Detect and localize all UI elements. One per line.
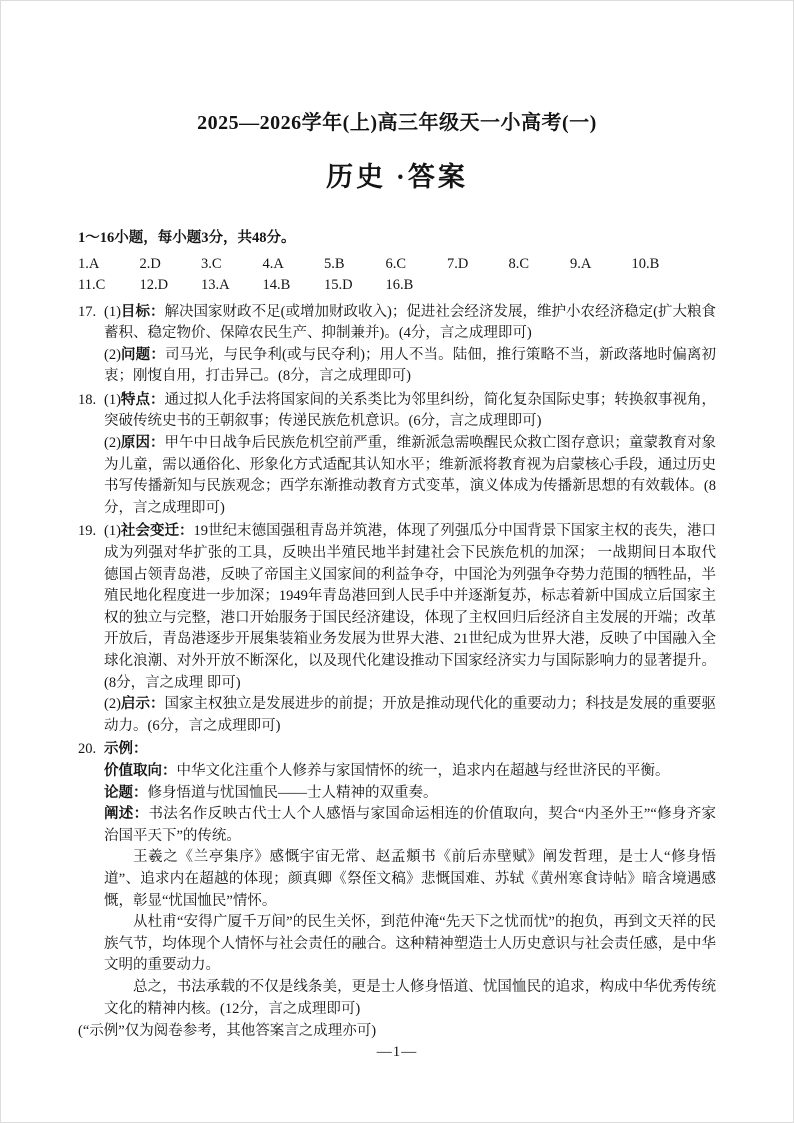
question-20-heading — [78, 739, 716, 761]
question-20-number: 20. — [78, 741, 97, 758]
question-19-number: 19. — [78, 523, 97, 540]
question-20-value-line — [78, 761, 716, 783]
question-20-paragraph-3: 总之，书法承载的不仅是线条美，更是士人修身悟道、忧国恤民的追求，构成中华优秀传统文化的精神内核。(12分，言之成理即可) — [104, 978, 716, 1017]
part-label: 启示： — [120, 696, 165, 713]
part-prefix: (1) — [104, 523, 121, 540]
mcq-answer-2: 2.D — [139, 255, 161, 272]
part-prefix: (1) — [104, 391, 121, 408]
mcq-answer-7: 7.D — [447, 255, 469, 272]
line-text: 中华文化注重个人修养与家国情怀的统一，追求内在超越与经世济民的平衡。 — [176, 762, 670, 779]
part-label: 原因： — [120, 435, 165, 452]
mcq-answer-9: 9.A — [570, 255, 592, 272]
part-text: 解决国家财政不足(或增加财政收入)；促进社会经济发展，维护小农经济稳定(扩大粮食蓄积、稳定物价、保障农民生产、抑制兼并)。(4分，言之成理即可) — [104, 303, 717, 342]
question-20-thesis-line — [78, 783, 716, 805]
question-17-answer — [78, 302, 716, 388]
part-label: 问题： — [120, 346, 165, 363]
part-prefix: (2) — [104, 346, 121, 363]
question-17-part-1 — [78, 302, 716, 345]
line-text: 修身悟道与忧国恤民——士人精神的双重奏。 — [147, 784, 438, 801]
document-title: 2025—2026学年(上)高三年级天一小高考(一) — [197, 112, 597, 134]
mcq-answer-3: 3.C — [201, 255, 222, 272]
question-20-answer — [78, 739, 716, 1020]
mcq-answer-6: 6.C — [385, 255, 407, 272]
question-19-answer — [78, 521, 716, 737]
part-text: 国家主权独立是发展进步的前提；开放是推动现代化的重要动力；科技是发展的重要驱动力。(6分，言之成理即可) — [104, 696, 717, 734]
part-text: 19世纪末德国强租青岛并筑港，体现了列强瓜分中国背景下国家主权的丧失，港口成为列强对华扩张的工具，反映出半殖民地半封建社会下民族危机的加深； 一战期间日本取代德国占领青岛港，反映了帝国主义国家间的利益争夺，中国沦为列强争夺势力范围的牺牲品，半殖民地化程度进一步加深；1949年青岛港回到人民手中并逐渐复苏，标志着新中国成立后国家主权的独立与完整，港口开始服务于国民经济建设，体现了主权回归后经济自主发展的开端；改革开放后，青岛港逐步开展集装箱业务发展为世界大港、21世纪成为世界大港，反映了中国融入全球化浪潮、对外开放不断深化，以及现代化建设推动下国家经济实力与国际影响力的显著提升。(8分，言之成理 即可) — [104, 523, 717, 691]
question-18-part-2 — [78, 433, 716, 519]
question-18-part-1 — [78, 390, 716, 433]
question-17-number: 17. — [78, 303, 97, 320]
part-text: 司马光，与民争利(或与民夺利)；用人不当。陆佃，推行策略不当，新政落地时偏离初衷；刚愎自用，打击异己。(8分，言之成理即可) — [104, 346, 716, 385]
mcq-answers-grid — [78, 254, 716, 297]
line-label: 论题： — [104, 784, 148, 801]
question-19-part-2 — [78, 694, 716, 737]
part-prefix: (2) — [104, 696, 121, 713]
mcq-answer-13: 13.A — [201, 277, 230, 293]
question-17-part-2 — [78, 345, 716, 388]
mcq-answer-10: 10.B — [631, 255, 660, 272]
mcq-answer-1: 1.A — [78, 255, 100, 272]
part-label: 特点： — [120, 391, 165, 408]
subject-heading: 历史 ·答案 — [326, 162, 468, 192]
part-prefix: (2) — [104, 435, 121, 452]
mcq-answer-11: 11.C — [78, 277, 106, 293]
example-label: 示例： — [104, 741, 148, 758]
part-label: 目标： — [120, 303, 165, 320]
mcq-answer-8: 8.C — [508, 255, 530, 272]
mcq-answer-4: 4.A — [262, 255, 284, 272]
question-20-elaboration-line — [78, 804, 716, 847]
mcq-section-header: 1～16小题，每小题3分，共48分。 — [78, 230, 296, 246]
line-text: 书法名作反映古代士人个人感悟与家国命运相连的价值取向，契合“内圣外王”“修身齐家治国平天下”的传统。 — [104, 806, 717, 844]
question-18-answer — [78, 390, 716, 520]
part-text: 通过拟人化手法将国家间的关系类比为邻里纠纷，简化复杂国际史事；转换叙事视角，突破传统史书的王朝叙事；传递民族危机意识。(6分，言之成理即可) — [104, 391, 717, 430]
mcq-answer-5: 5.B — [324, 255, 345, 272]
part-label: 社会变迁： — [120, 523, 194, 540]
question-18-number: 18. — [78, 391, 97, 408]
free-response-answers — [78, 302, 716, 1043]
part-prefix: (1) — [104, 303, 121, 320]
question-20-paragraph-1: 王羲之《兰亭集序》感慨宇宙无常、赵孟頫书《前后赤壁赋》阐发哲理，是士人“修身悟道”、追求内在超越的体现；颜真卿《祭侄文稿》悲慨国难、苏轼《黄州寒食诗帖》暗含境遇感慨，彰显“忧国恤民”情怀。 — [104, 849, 716, 909]
question-20-paragraph-2: 从杜甫“安得广厦千万间”的民生关怀，到范仲淹“先天下之忧而忧”的抱负，再到文天祥的民族气节，均体现个人情怀与社会责任的融合。这种精神塑造士人历史意识与社会责任感，是中华文明的重要动力。 — [104, 914, 716, 974]
mcq-answer-14: 14.B — [262, 277, 291, 293]
line-label: 阐述： — [104, 806, 149, 823]
mcq-answer-12: 12.D — [139, 277, 169, 293]
part-text: 甲午中日战争后民族危机空前严重，维新派急需唤醒民众救亡图存意识；童蒙教育对象为儿童，需以通俗化、形象化方式适配其认知水平；维新派将教育视为启蒙核心手段，通过历史书写传播新知与民族观念；西学东渐推动教育方式变革，演义体成为传播新思想的有效载体。(8分，言之成理即可) — [104, 435, 717, 516]
mcq-answer-16: 16.B — [385, 277, 414, 293]
line-label: 价值取向： — [104, 762, 177, 779]
question-19-part-1 — [78, 521, 716, 694]
page-number: —1— — [376, 1044, 418, 1060]
grading-note: (“示例”仅为阅卷参考，其他答案言之成理亦可) — [78, 1023, 377, 1040]
mcq-answer-15: 15.D — [324, 277, 353, 293]
